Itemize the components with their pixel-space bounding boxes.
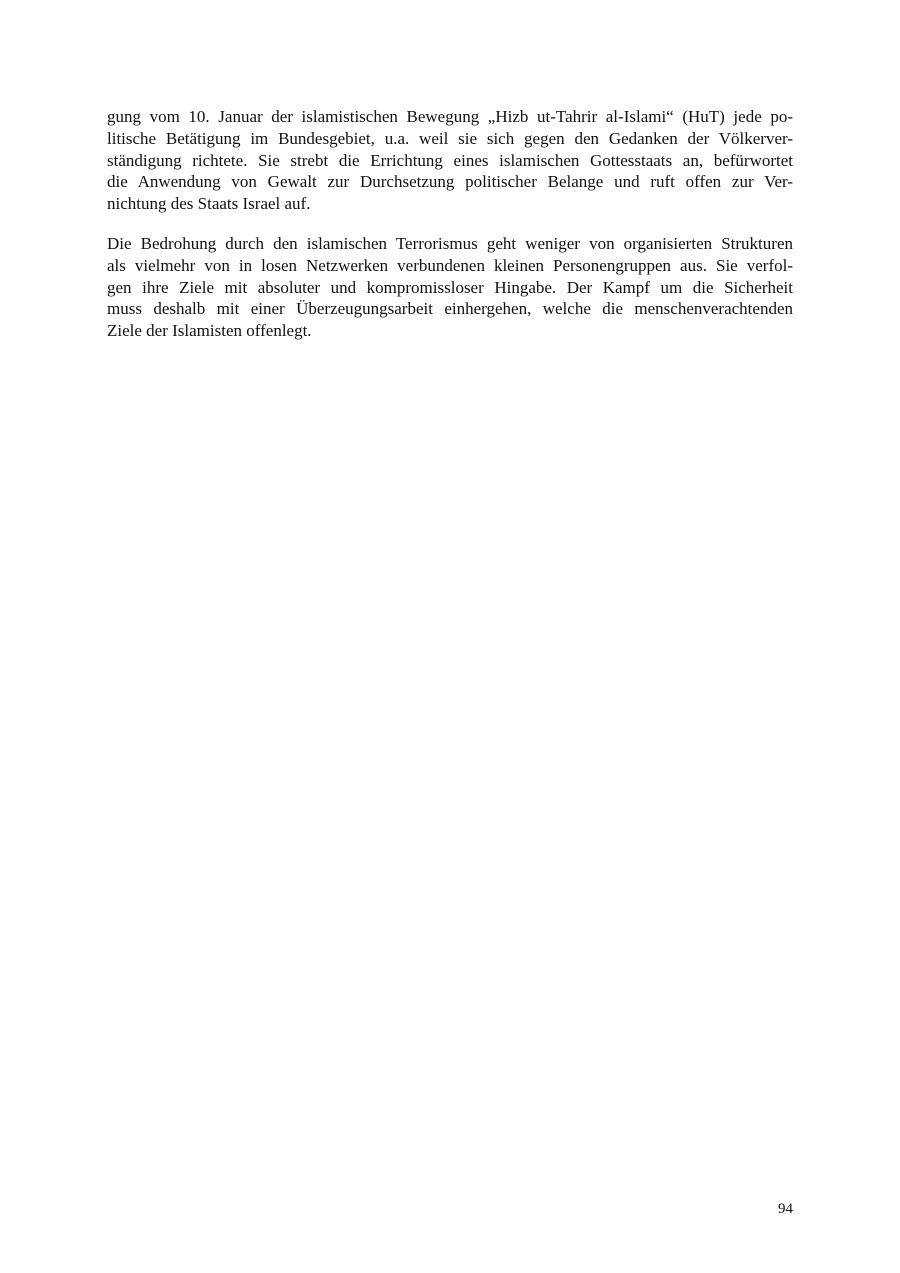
text-line: Ziele der Islamisten offenlegt. xyxy=(107,321,312,341)
text-line: als vielmehr von in losen Netzwerken verbundenen kleinen Personengruppen aus. Sie verfol- xyxy=(107,255,793,275)
text-line: ständigung richtete. Sie strebt die Errichtung eines islamischen Gottesstaats an, befürwortet xyxy=(107,150,793,170)
text-line: die Anwendung von Gewalt zur Durchsetzung politischer Belange und ruft offen zur Ver- xyxy=(107,172,793,192)
page-number: 94 xyxy=(778,1201,793,1217)
text-line: litische Betätigung im Bundesgebiet, u.a. weil sie sich gegen den Gedanken der Völkerver- xyxy=(107,128,793,148)
text-line: gung vom 10. Januar der islamistischen Bewegung „Hizb ut-Tahrir al-Islami“ (HuT) jede po- xyxy=(107,107,793,126)
text-line: nichtung des Staats Israel auf. xyxy=(107,194,311,214)
text-line: muss deshalb mit einer Überzeugungsarbeit einhergehen, welche die menschenverachtenden xyxy=(107,299,793,319)
text-line: gen ihre Ziele mit absoluter und kompromissloser Hingabe. Der Kampf um die Sicherheit xyxy=(107,277,793,297)
paragraph xyxy=(107,106,793,215)
text-line: Die Bedrohung durch den islamischen Terrorismus geht weniger von organisierten Strukturen xyxy=(107,234,793,253)
paragraph xyxy=(107,233,793,342)
